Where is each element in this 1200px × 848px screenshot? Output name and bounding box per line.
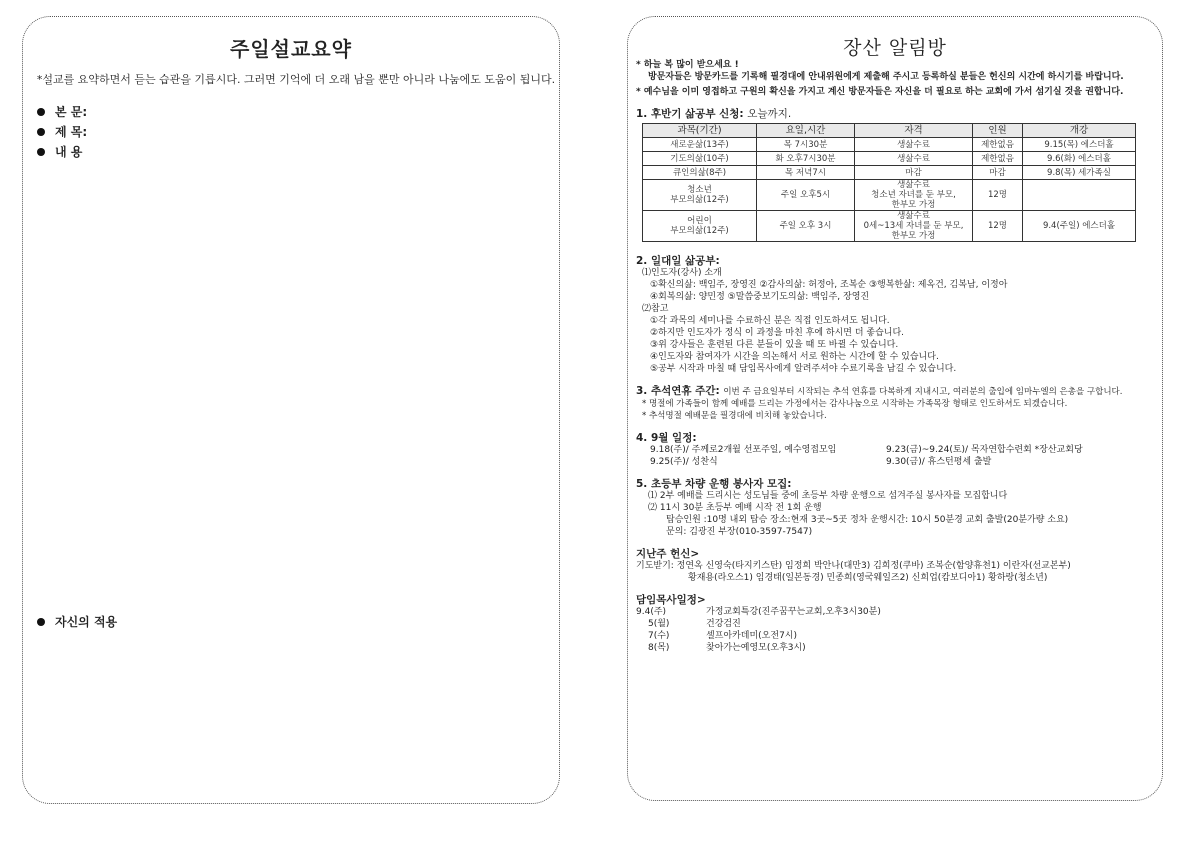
section-vehicle-volunteers: 5. 초등부 차량 운행 봉사자 모집:: [636, 478, 792, 490]
table-row: 청소년 부모의삶(12주) 주일 오후5시 생삶수료 청소년 자녀를 둔 부모, 한부모 가정 12명: [643, 180, 1136, 211]
life-study-table: [642, 123, 1136, 242]
section-pastor-schedule: 담임목사일정>: [636, 594, 706, 606]
announcements-body: * 하늘 복 많이 받으세요 ! 방문자들은 방문카드를 기록해 필경대에 안내위원에게 제출해 주시고 등록하실 분들은 헌신의 시간에 하시기를 바랍니다. * 예수님을 이미 영접하고 구원의 확신을 가지고 계신 방문자들은 자신을 더 필요로 하는 교회에 가서 섬기실 것을 권합니다. 1. 후반기 삶공부 신청: 오늘까지. 과목(기간) 요일,시간 자격 인원 개강 새로운삶(13주) 목 7시30분 생삶수료 제한없음 9.15(목) 에스더홀 기도의삶(10주) 화 오후7시30분 생삶수료 제한없음 9.6(화) 에스더홀 큐인의삶(8주) 목 저녁7시 마감 마감 9.8(목) 세가족실 청소년 부모의삶(12주) 주일 오후5시 생삶수료 청소년 자녀를 둔 부모, 한부모 가정 12명 어린이 부모의삶(12주) 주일 오후 3시 생삶수료 0세~13세 자녀를 둔 부모, 한부모 가정 12명 9.4(주일) 에스더홀 2. 일대일 삶공부: ⑴인도자(강사) 소개 ①확신의삶: 백임주, 장영진 ②감사의삶: 허정아, 조복순 ③행복한삶: 제옥건, 김복남, 이정아 ④회복의삶: 양민정 ⑤말씀중보기도의삶: 백임주, 장영진 ⑵참고 ①각 과목의 세미나를 수료하신 분은 직접 인도하셔도 됩니다. ②하지만 인도자가 정식 이 과정을 마친 후에 하시면 더 좋습니다. ③위 강사들은 훈련된 다른 분들이 있을 때 또 바뀔 수 있습니다. ④인도자와 참여자가 시간을 의논해서 서로 원하는 시간에 할 수 있습니다. ⑤공부 시작과 마칠 때 담임목사에게 알려주셔야 수료기록을 남길 수 있습니다. 3. 추석연휴 주간: 이번 주 금요일부터 시작되는 추석 연휴를 다복하게 지내시고, 여러분의 출입에 임마누엘의 은총을 구합니다. * 명절에 가족들이 함께 예배를 드리는 가정에서는 감사나눔으로 시작하는 가족목장 형태로 인도하셔도 되겠습니다. * 추석명절 예배문을 필경대에 비치해 놓았습니다. 4. 9월 일정: 9.18(주)/ 주께로2개월 선포주일, 예수영접모임 9.23(금)~9.24(토)/ 목자연합수련회 *장산교회당 9.25(주)/ 성찬식 9.30(금)/ 휴스턴평세 출발 5. 초등부 차량 운행 봉사자 모집: ⑴ 2부 예배를 드리시는 성도님들 중에 초등부 차량 운행으로 섬겨주실 봉사자를 모집합니다 ⑵ 11시 30분 초등부 예배 시작 전 1회 운행 탑승인원 :10명 내외 탑승 장소:현재 3곳~5곳 정차 운행시간: 10시 50분경 교회 출발(20분가량 소요) 문의: 김광진 부장(010-3597-7547) 지난주 헌신> 기도받기: 정연옥 신영숙(타지키스탄) 임정희 박안나(대만3) 김희정(쿠바) 조복순(함양휴천1) 이란자(선교본부) 황재용(라오스1) 임경태(일본동경) 민종희(영국웨일즈2) 신희업(캄보디아1) 황하랑(청소년) 담임목사일정> 9.4(주) 가정교회특강(진주꿈꾸는교회,오후3시30분) 5(월) 건강검진 7(수) 셀프아카데미(오전7시) 8(목) 찾아가는예영모(오후3시): [636, 59, 1156, 654]
section-last-week-offerings: 지난주 헌신>: [636, 548, 700, 560]
bullet-icon: [37, 618, 45, 626]
table-row: 어린이 부모의삶(12주) 주일 오후 3시 생삶수료 0세~13세 자녀를 둔 부모, 한부모 가정 12명 9.4(주일) 에스더홀: [643, 211, 1136, 242]
list-item: 7(수) 셀프아카데미(오전7시): [648, 631, 797, 641]
table-row: 큐인의삶(8주) 목 저녁7시 마감 마감 9.8(목) 세가족실: [643, 166, 1136, 180]
bullet-icon: [37, 128, 45, 136]
field-application: 자신의 적용: [37, 613, 117, 630]
field-content: 내 용: [37, 143, 82, 160]
field-scripture: 본 문:: [37, 103, 87, 120]
table-row: 새로운삶(13주) 목 7시30분 생삶수료 제한없음 9.15(목) 에스더홀: [643, 138, 1136, 152]
field-title: 제 목:: [37, 123, 87, 140]
table-row: 기도의삶(10주) 화 오후7시30분 생삶수료 제한없음 9.6(화) 에스더홀: [643, 152, 1136, 166]
sermon-summary-note: *설교를 요약하면서 듣는 습관을 기릅시다. 그러면 기억에 더 오래 남을 뿐만 아니라 나눔에도 도움이 됩니다.: [36, 73, 556, 86]
welcome-notice: * 하늘 복 많이 받으세요 ! 방문자들은 방문카드를 기록해 필경대에 안내위원에게 제출해 주시고 등록하실 분들은 헌신의 시간에 하시기를 바랍니다. * 예수님을 이미 영접하고 구원의 확신을 가지고 계신 방문자들은 자신을 더 필요로 하는 교회에 가서 섬기실 것을 권합니다.: [636, 60, 1124, 97]
section-september-schedule: 4. 9월 일정:: [636, 432, 697, 444]
table-header: 과목(기간) 요일,시간 자격 인원 개강: [643, 124, 1136, 138]
section-one-to-one: 2. 일대일 삶공부:: [636, 255, 720, 267]
bullet-icon: [37, 108, 45, 116]
list-item: 9.4(주) 가정교회특강(진주꿈꾸는교회,오후3시30분): [636, 607, 881, 617]
section-life-study: 1. 후반기 삶공부 신청: 오늘까지.: [636, 108, 792, 120]
bullet-icon: [37, 148, 45, 156]
section-chuseok: 3. 추석연휴 주간: 이번 주 금요일부터 시작되는 추석 연휴를 다복하게 지내시고, 여러분의 출입에 임마누엘의 은총을 구합니다.: [636, 385, 1123, 397]
list-item: 5(월) 건강검진: [648, 619, 741, 629]
sermon-summary-title: 주일설교요약: [230, 37, 352, 61]
list-item: 8(목) 찾아가는예영모(오후3시): [648, 643, 806, 653]
sermon-summary-panel: [22, 16, 560, 804]
announcements-title: 장산 알림방: [843, 37, 947, 59]
announcements-panel: [627, 16, 1163, 801]
